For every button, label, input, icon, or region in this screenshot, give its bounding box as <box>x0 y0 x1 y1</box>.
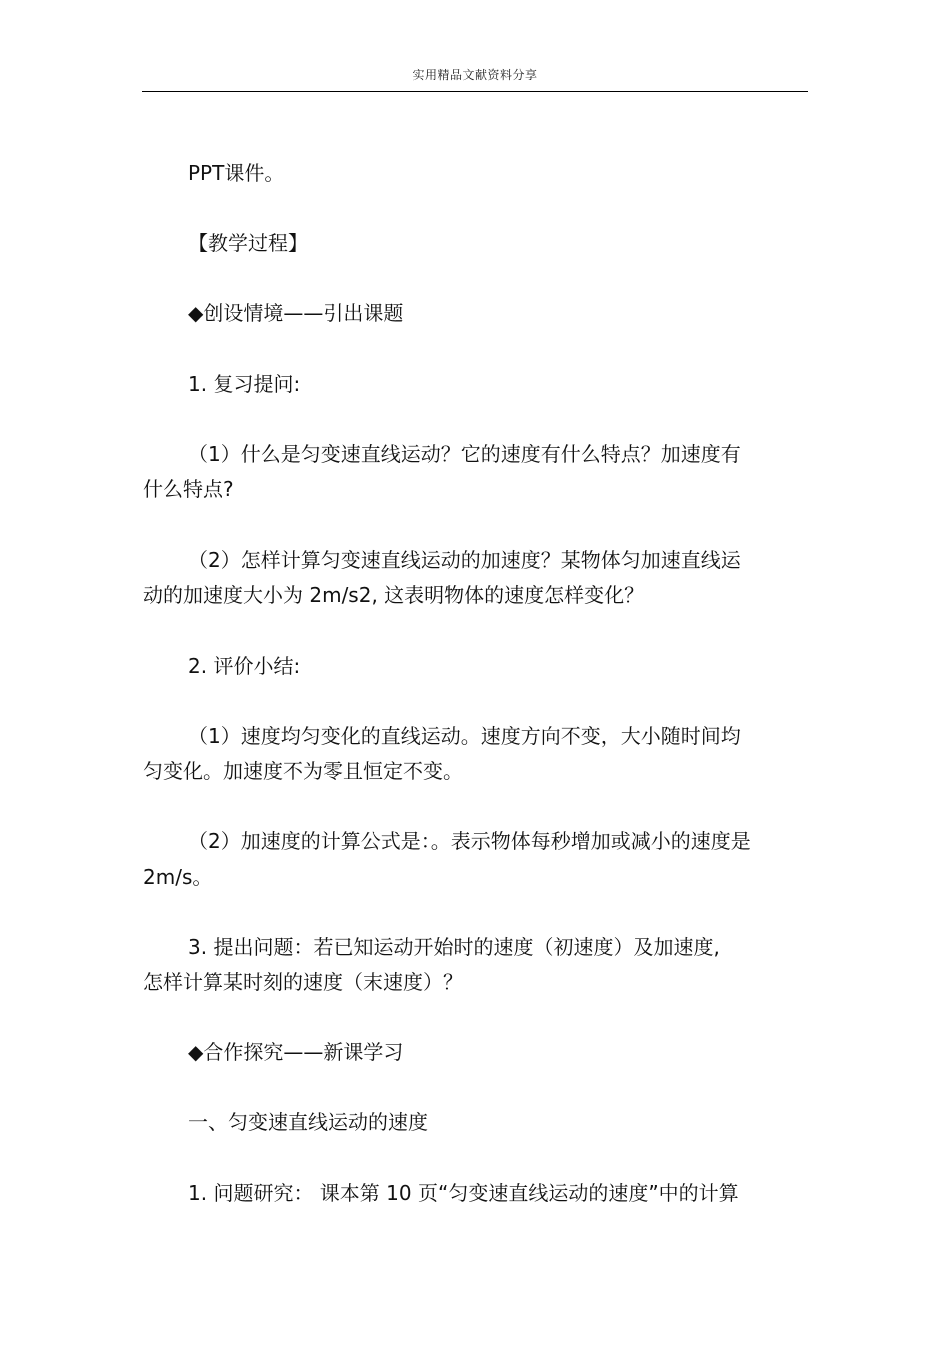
paragraph-summary-1-line-1: （1）速度均匀变化的直线运动。速度方向不变，大小随时间均 <box>188 724 741 748</box>
paragraph-question-2-line-2: 动的加速度大小为 2m/s2, 这表明物体的速度怎样变化？ <box>143 583 645 607</box>
paragraph-summary-2-line-1: （2）加速度的计算公式是：。表示物体每秒增加或减小的速度是 <box>188 829 751 853</box>
section-heading-teaching-process: 【教学过程】 <box>188 231 308 255</box>
page-header: 实用精品文献资料分享 <box>412 68 538 82</box>
paragraph-summary-2-line-2: 2m/s。 <box>143 865 213 889</box>
section-heading-uniform-velocity: 一、匀变速直线运动的速度 <box>188 1110 428 1134</box>
paragraph-problem-research-line-1: 1. 问题研究： 课本第 10 页“匀变速直线运动的速度”中的计算 <box>188 1181 739 1205</box>
paragraph-question-2-line-1: （2）怎样计算匀变速直线运动的加速度？某物体匀加速直线运 <box>188 548 741 572</box>
header-divider <box>142 91 808 92</box>
paragraph-question-1-line-2: 什么特点? <box>143 477 234 501</box>
paragraph-raise-question-line-1: 3. 提出问题：若已知运动开始时的速度（初速度）及加速度, <box>188 935 720 959</box>
list-item-evaluation-summary: 2. 评价小结: <box>188 654 301 678</box>
subsection-heading-cooperative-inquiry: ◆合作探究——新课学习 <box>188 1040 404 1064</box>
text-line-ppt-courseware: PPT课件。 <box>188 161 285 185</box>
list-item-review-questions: 1. 复习提问: <box>188 372 301 396</box>
paragraph-summary-1-line-2: 匀变化。加速度不为零且恒定不变。 <box>143 759 463 783</box>
paragraph-question-1-line-1: （1）什么是匀变速直线运动？它的速度有什么特点？加速度有 <box>188 442 741 466</box>
paragraph-raise-question-line-2: 怎样计算某时刻的速度（末速度）？ <box>143 970 463 994</box>
subsection-heading-create-situation: ◆创设情境——引出课题 <box>188 301 404 325</box>
